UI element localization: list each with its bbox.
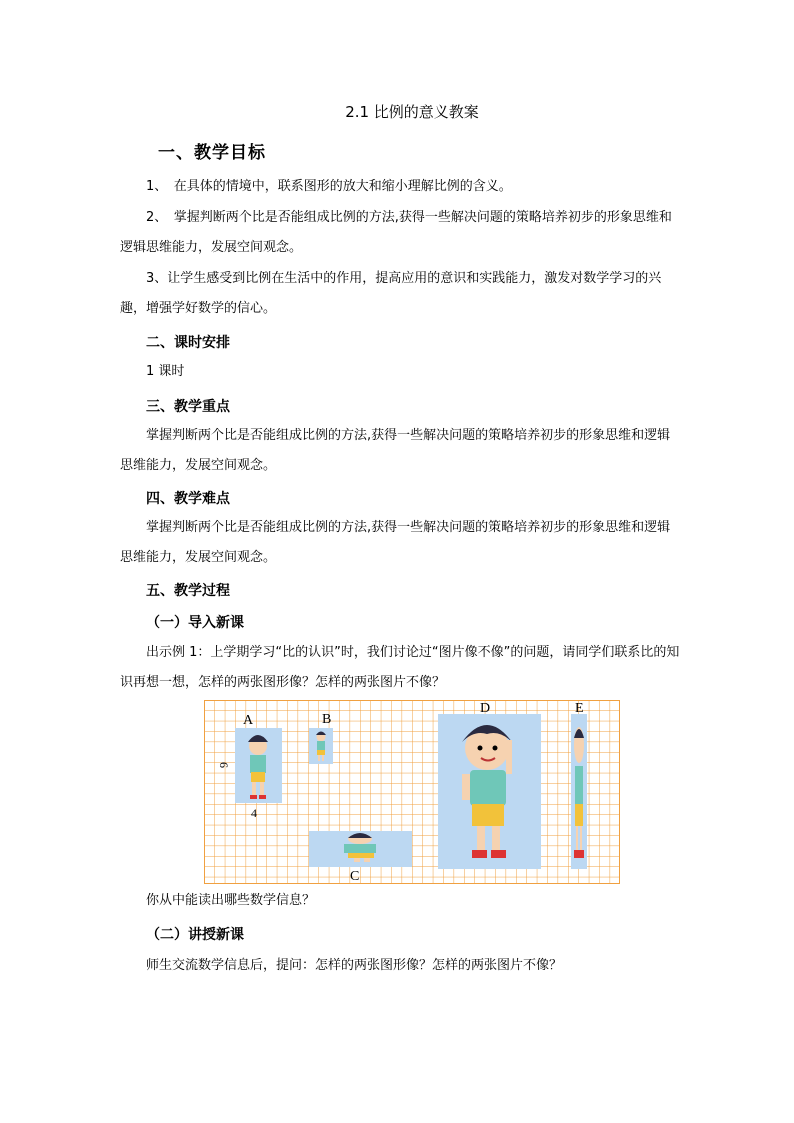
label-c: C: [350, 869, 360, 884]
objective-item-1: 1、 在具体的情境中，联系图形的放大和缩小理解比例的含义。: [146, 179, 512, 194]
label-b: B: [322, 712, 332, 727]
section-heading-schedule: 二、课时安排: [146, 335, 230, 351]
key-points-text: 掌握判断两个比是否能组成比例的方法,获得一些解决问题的策略培养初步的形象思维和逻辑思维能力，发展空间观念。: [120, 428, 671, 473]
section-heading-process: 五、教学过程: [146, 583, 230, 599]
picture-a: [235, 728, 282, 803]
label-e: E: [575, 701, 584, 716]
intro-text: 出示例 1：上学期学习“比的认识”时，我们讨论过“图片像不像”的问题，请同学们联系比的知识再想一想，怎样的两张图形像？怎样的两张图片不像？: [120, 645, 680, 690]
difficulties-text: 掌握判断两个比是否能组成比例的方法,获得一些解决问题的策略培养初步的形象思维和逻辑思维能力，发展空间观念。: [120, 520, 671, 565]
objective-item-2: 2、 掌握判断两个比是否能组成比例的方法,获得一些解决问题的策略培养初步的形象思维和逻辑思维能力，发展空间观念。: [120, 210, 672, 255]
objective-item-3: 3、让学生感受到比例在生活中的作用，提高应用的意识和实践能力，激发对数学学习的兴趣，增强学好数学的信心。: [120, 271, 662, 316]
picture-c: [309, 831, 412, 867]
section-heading-objectives: 一、教学目标: [158, 143, 266, 163]
subsection-heading-new-lesson: （二）讲授新课: [146, 927, 244, 943]
picture-e: [571, 714, 587, 869]
example-figure-grid: [204, 700, 620, 884]
question-text: 你从中能读出哪些数学信息？: [146, 893, 316, 908]
new-lesson-text: 师生交流数学信息后，提问：怎样的两张图形像？怎样的两张图片不像？: [146, 958, 563, 973]
section-heading-key-points: 三、教学重点: [146, 399, 230, 415]
document-title: 2.1 比例的意义教案: [345, 103, 479, 121]
label-four: 4: [251, 806, 257, 820]
section-heading-difficulties: 四、教学难点: [146, 491, 230, 507]
picture-b: [309, 728, 333, 764]
schedule-text: 1 课时: [146, 364, 185, 379]
label-a: A: [243, 713, 254, 728]
label-d: D: [480, 701, 491, 716]
subsection-heading-intro: （一）导入新课: [146, 615, 244, 631]
label-six: 6: [217, 762, 231, 768]
picture-d: [438, 714, 541, 869]
